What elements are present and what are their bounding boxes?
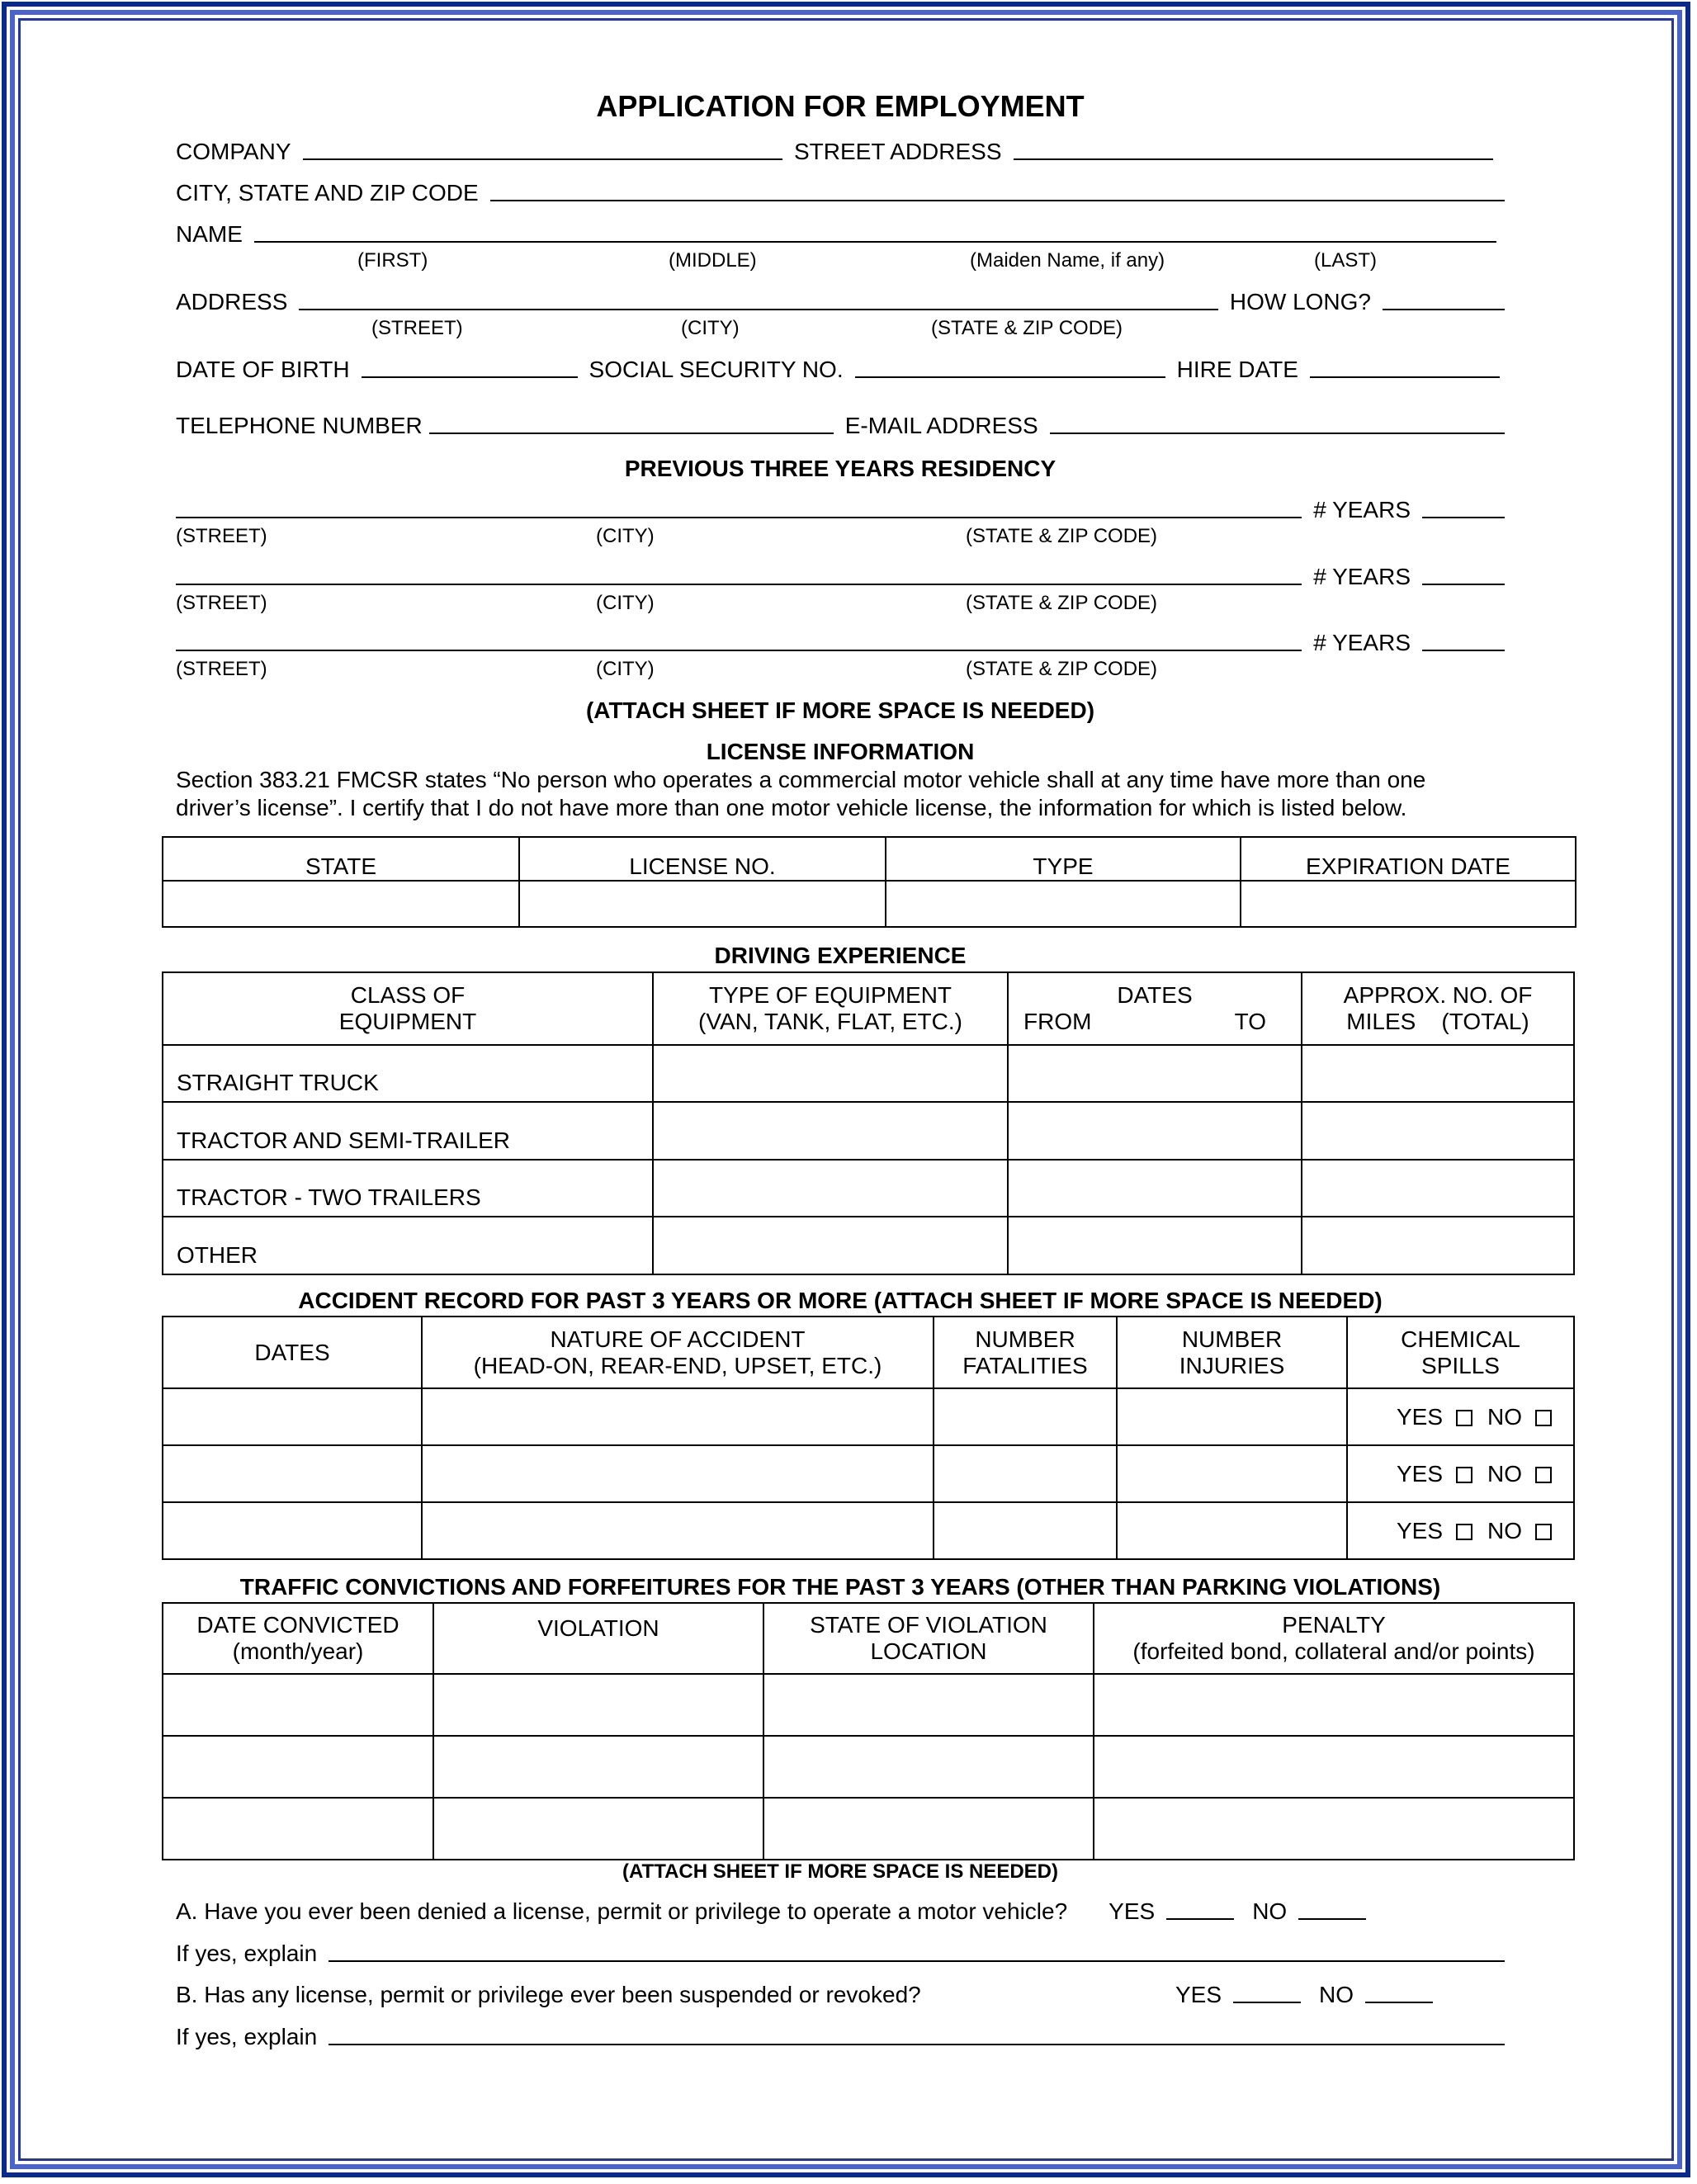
question-b-no-field[interactable]	[1365, 2002, 1433, 2003]
traffic-cell[interactable]	[163, 1736, 433, 1798]
dob-field[interactable]	[362, 376, 578, 378]
traffic-col-location-line1: STATE OF VIOLATION	[810, 1612, 1047, 1638]
explain-b-row	[176, 2024, 1505, 2050]
driving-cell[interactable]	[1008, 1045, 1302, 1102]
accident-cell[interactable]	[1117, 1502, 1347, 1559]
accident-col-nature	[422, 1317, 934, 1388]
accident-col-nature-line2: (HEAD-ON, REAR-END, UPSET, ETC.)	[473, 1352, 882, 1378]
residency-address-field-3[interactable]	[176, 650, 1302, 651]
accident-col-fatalities	[934, 1317, 1117, 1388]
question-a-yes-label: YES	[1108, 1898, 1156, 1924]
res-state-sublabel-1: (STATE & ZIP CODE)	[966, 525, 1158, 547]
driving-cell[interactable]	[1302, 1045, 1574, 1102]
state-zip-sublabel: (STATE & ZIP CODE)	[931, 317, 1123, 339]
yes-checkbox[interactable]	[1456, 1467, 1472, 1483]
license-col-expiration: EXPIRATION DATE	[1241, 837, 1576, 881]
driving-cell[interactable]	[1302, 1217, 1574, 1274]
driving-heading: DRIVING EXPERIENCE	[714, 943, 967, 968]
address-label: ADDRESS	[176, 289, 288, 314]
explain-b-field[interactable]	[329, 2044, 1505, 2045]
license-col-number: LICENSE NO.	[519, 837, 886, 881]
accident-cell[interactable]	[422, 1502, 934, 1559]
accident-cell[interactable]	[163, 1445, 422, 1502]
residency-address-field-2[interactable]	[176, 584, 1302, 585]
res-city-sublabel-1: (CITY)	[596, 525, 655, 547]
city-row	[176, 180, 1505, 206]
question-b-yes-field[interactable]	[1233, 2002, 1301, 2003]
name-row	[176, 221, 1505, 248]
driving-col-miles	[1302, 972, 1574, 1045]
years-label-3: # YEARS	[1313, 630, 1411, 655]
driving-cell[interactable]	[1008, 1217, 1302, 1274]
res-state-sublabel-3: (STATE & ZIP CODE)	[966, 658, 1158, 680]
license-number-cell[interactable]	[519, 881, 886, 927]
license-col-state: STATE	[163, 837, 519, 881]
traffic-col-penalty-line2: (forfeited bond, collateral and/or points)	[1132, 1638, 1535, 1664]
question-a-no-label: NO	[1252, 1898, 1288, 1924]
city-state-zip-field[interactable]	[490, 200, 1505, 201]
residency-address-field-1[interactable]	[176, 517, 1302, 518]
res-state-sublabel-2: (STATE & ZIP CODE)	[966, 592, 1158, 614]
address-field[interactable]	[299, 309, 1217, 310]
residency-row-2	[176, 564, 1505, 590]
accident-cell[interactable]	[163, 1388, 422, 1445]
accident-cell[interactable]	[1117, 1445, 1347, 1502]
driving-col-class-line2: EQUIPMENT	[338, 1009, 477, 1034]
driving-col-miles-line2: MILES (TOTAL)	[1346, 1009, 1529, 1034]
years-field-1[interactable]	[1422, 517, 1505, 518]
traffic-cell[interactable]	[763, 1674, 1094, 1736]
how-long-field[interactable]	[1383, 309, 1505, 310]
dob-label: DATE OF BIRTH	[176, 357, 350, 382]
street-address-label: STREET ADDRESS	[793, 139, 1002, 164]
driving-col-dates-line1: DATES	[1117, 982, 1193, 1008]
city-sublabel: (CITY)	[681, 317, 740, 339]
traffic-table	[162, 1602, 1575, 1860]
street-sublabel: (STREET)	[371, 317, 463, 339]
explain-a-row	[176, 1941, 1505, 1967]
accident-cell[interactable]	[1117, 1388, 1347, 1445]
name-field[interactable]	[254, 241, 1496, 243]
years-field-3[interactable]	[1422, 650, 1505, 651]
traffic-col-penalty	[1094, 1603, 1574, 1674]
res-street-sublabel-3: (STREET)	[176, 658, 267, 680]
question-a-yes-field[interactable]	[1166, 1918, 1234, 1920]
traffic-cell[interactable]	[433, 1798, 763, 1860]
ssn-field[interactable]	[855, 376, 1165, 378]
last-sublabel: (LAST)	[1314, 249, 1378, 272]
traffic-heading: TRAFFIC CONVICTIONS AND FORFEITURES FOR THE PAST 3 YEARS (OTHER THAN PARKING VIOLATIONS)	[239, 1574, 1441, 1600]
no-checkbox[interactable]	[1535, 1410, 1552, 1426]
email-label: E-MAIL ADDRESS	[844, 413, 1038, 438]
phone-row	[176, 413, 1505, 439]
driving-cell[interactable]	[1302, 1160, 1574, 1217]
traffic-col-penalty-line1: PENALTY	[1282, 1612, 1386, 1638]
telephone-field[interactable]	[429, 433, 834, 434]
traffic-col-violation: VIOLATION	[433, 1603, 763, 1674]
residency-heading: PREVIOUS THREE YEARS RESIDENCY	[624, 456, 1056, 481]
driving-cell[interactable]	[1008, 1102, 1302, 1160]
traffic-col-location-line2: LOCATION	[870, 1638, 987, 1664]
accident-col-dates: DATES	[163, 1317, 422, 1388]
traffic-cell[interactable]	[433, 1736, 763, 1798]
driving-cell[interactable]	[1302, 1102, 1574, 1160]
traffic-cell[interactable]	[1094, 1798, 1574, 1860]
years-field-2[interactable]	[1422, 584, 1505, 585]
license-table	[162, 836, 1576, 928]
traffic-attach-note: (ATTACH SHEET IF MORE SPACE IS NEEDED)	[622, 1860, 1059, 1883]
driving-row-label: TRACTOR AND SEMI-TRAILER	[163, 1102, 653, 1160]
ssn-label: SOCIAL SECURITY NO.	[589, 357, 844, 382]
form-title: APPLICATION FOR EMPLOYMENT	[596, 89, 1085, 123]
years-label-1: # YEARS	[1313, 497, 1411, 522]
traffic-cell[interactable]	[163, 1798, 433, 1860]
yes-label: YES	[1396, 1403, 1443, 1430]
traffic-col-date-line1: DATE CONVICTED	[196, 1612, 399, 1638]
traffic-cell[interactable]	[763, 1798, 1094, 1860]
accident-col-injuries-line1: NUMBER	[1181, 1326, 1283, 1352]
driving-row-label: OTHER	[163, 1217, 653, 1274]
license-state-cell[interactable]	[163, 881, 519, 927]
chemical-spills-options	[1347, 1502, 1574, 1559]
accident-cell[interactable]	[163, 1502, 422, 1559]
traffic-cell[interactable]	[433, 1674, 763, 1736]
company-label: COMPANY	[176, 139, 291, 164]
yes-checkbox[interactable]	[1456, 1410, 1472, 1426]
question-b-row	[176, 1982, 1505, 2008]
no-checkbox[interactable]	[1535, 1467, 1552, 1483]
driving-cell[interactable]	[653, 1217, 1008, 1274]
driving-cell[interactable]	[653, 1160, 1008, 1217]
explain-a-field[interactable]	[329, 1960, 1505, 1962]
accident-cell[interactable]	[934, 1445, 1117, 1502]
driving-col-type	[653, 972, 1008, 1045]
no-label: NO	[1487, 1403, 1522, 1430]
hire-date-label: HIRE DATE	[1176, 357, 1298, 382]
driving-row-label: TRACTOR - TWO TRAILERS	[163, 1160, 653, 1217]
accident-col-spills-line2: SPILLS	[1421, 1352, 1500, 1378]
license-statement-1: Section 383.21 FMCSR states “No person who operates a commercial motor vehicle shall at any time have more than one	[176, 767, 1426, 792]
res-street-sublabel-2: (STREET)	[176, 592, 267, 614]
dates-from-label: FROM	[1023, 1009, 1092, 1034]
traffic-col-location	[763, 1603, 1094, 1674]
email-field[interactable]	[1050, 433, 1505, 434]
yes-checkbox[interactable]	[1456, 1524, 1472, 1540]
maiden-sublabel: (Maiden Name, if any)	[970, 249, 1165, 272]
license-col-type: TYPE	[886, 837, 1241, 881]
traffic-cell[interactable]	[163, 1674, 433, 1736]
question-a-text: A. Have you ever been denied a license, permit or privilege to operate a motor vehicle?	[176, 1898, 1068, 1924]
accident-cell[interactable]	[422, 1445, 934, 1502]
accident-col-fatalities-line2: FATALITIES	[962, 1352, 1088, 1378]
years-label-2: # YEARS	[1313, 564, 1411, 589]
yes-label: YES	[1396, 1517, 1443, 1543]
accident-cell[interactable]	[934, 1502, 1117, 1559]
traffic-col-date	[163, 1603, 433, 1674]
how-long-label: HOW LONG?	[1229, 289, 1371, 314]
license-statement-2: driver’s license”. I certify that I do not have more than one motor vehicle license, the information for which is listed below.	[176, 795, 1407, 820]
res-city-sublabel-3: (CITY)	[596, 658, 655, 680]
question-a-row	[176, 1898, 1505, 1925]
accident-col-nature-line1: NATURE OF ACCIDENT	[550, 1326, 806, 1352]
driving-cell[interactable]	[653, 1102, 1008, 1160]
company-field[interactable]	[303, 158, 782, 160]
question-b-yes-label: YES	[1175, 1982, 1222, 2007]
driving-col-type-line2: (VAN, TANK, FLAT, ETC.)	[698, 1009, 962, 1034]
traffic-col-date-line2: (month/year)	[232, 1638, 364, 1664]
first-sublabel: (FIRST)	[357, 249, 428, 272]
driving-cell[interactable]	[1008, 1160, 1302, 1217]
driving-col-dates	[1008, 972, 1302, 1045]
telephone-label: TELEPHONE NUMBER	[176, 413, 423, 438]
no-checkbox[interactable]	[1535, 1524, 1552, 1540]
res-city-sublabel-2: (CITY)	[596, 592, 655, 614]
residency-attach-note: (ATTACH SHEET IF MORE SPACE IS NEEDED)	[585, 697, 1095, 723]
accident-col-injuries-line2: INJURIES	[1179, 1352, 1285, 1378]
yes-label: YES	[1396, 1460, 1443, 1487]
explain-b-label: If yes, explain	[176, 2024, 318, 2049]
driving-table	[162, 971, 1575, 1275]
accident-cell[interactable]	[934, 1388, 1117, 1445]
accident-heading: ACCIDENT RECORD FOR PAST 3 YEARS OR MORE (ATTACH SHEET IF MORE SPACE IS NEEDED)	[298, 1288, 1383, 1313]
license-heading: LICENSE INFORMATION	[706, 739, 975, 764]
driving-col-miles-line1: APPROX. NO. OF	[1343, 982, 1533, 1008]
explain-a-label: If yes, explain	[176, 1941, 318, 1966]
traffic-cell[interactable]	[1094, 1674, 1574, 1736]
driving-row-label: STRAIGHT TRUCK	[163, 1045, 653, 1102]
no-label: NO	[1487, 1460, 1522, 1487]
name-label: NAME	[176, 221, 243, 247]
chemical-spills-options	[1347, 1445, 1574, 1502]
street-address-field[interactable]	[1014, 158, 1493, 160]
driving-col-class	[163, 972, 653, 1045]
residency-row-1	[176, 497, 1505, 523]
question-b-no-label: NO	[1319, 1982, 1354, 2007]
traffic-cell[interactable]	[763, 1736, 1094, 1798]
accident-col-injuries	[1117, 1317, 1347, 1388]
driving-col-class-line1: CLASS OF	[350, 982, 466, 1008]
accident-col-spills-line1: CHEMICAL	[1401, 1326, 1520, 1352]
license-type-cell[interactable]	[886, 881, 1241, 927]
res-street-sublabel-1: (STREET)	[176, 525, 267, 547]
question-b-text: B. Has any license, permit or privilege ever been suspended or revoked?	[176, 1982, 921, 2007]
traffic-cell[interactable]	[1094, 1736, 1574, 1798]
question-a-no-field[interactable]	[1298, 1918, 1366, 1920]
hire-date-field[interactable]	[1310, 376, 1500, 378]
accident-col-spills	[1347, 1317, 1574, 1388]
middle-sublabel: (MIDDLE)	[669, 249, 757, 272]
dob-row	[176, 357, 1505, 383]
driving-col-type-line1: TYPE OF EQUIPMENT	[708, 982, 952, 1008]
accident-table	[162, 1316, 1575, 1560]
residency-row-3	[176, 630, 1505, 656]
driving-cell[interactable]	[653, 1045, 1008, 1102]
no-label: NO	[1487, 1517, 1522, 1543]
address-row	[176, 289, 1505, 315]
company-row	[176, 139, 1505, 165]
driving-col-dates-line2	[1009, 1009, 1301, 1035]
accident-cell[interactable]	[422, 1388, 934, 1445]
chemical-spills-options	[1347, 1388, 1574, 1445]
city-state-zip-label: CITY, STATE AND ZIP CODE	[176, 180, 479, 206]
license-expiration-cell[interactable]	[1241, 881, 1576, 927]
accident-col-fatalities-line1: NUMBER	[975, 1326, 1075, 1352]
dates-to-label: TO	[1234, 1009, 1266, 1034]
